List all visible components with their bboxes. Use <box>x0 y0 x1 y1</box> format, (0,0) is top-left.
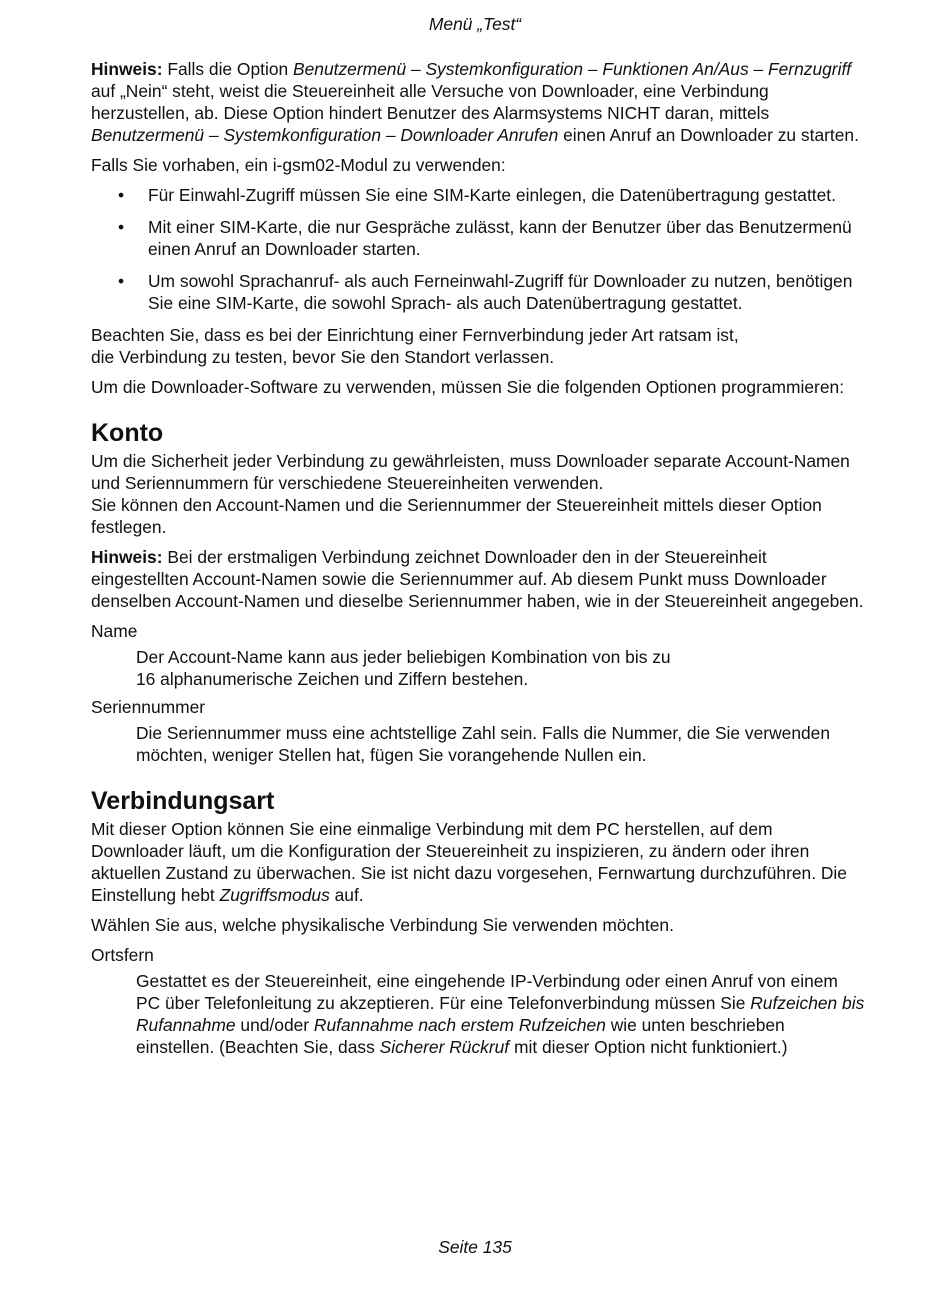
note-option-path: Benutzermenü – Systemkonfiguration – Funktionen An/Aus – Fernzugriff <box>293 59 852 79</box>
list-item: • Um sowohl Sprachanruf- als auch Ferneinwahl-Zugriff für Downloader zu nutzen, benötigen Sie eine SIM-Karte, die sowohl Sprach- als auch Datenübertragung gestattet. <box>91 270 866 314</box>
option-name: Rufzeichen bis Rufannahme <box>136 993 865 1035</box>
program-intro: Um die Downloader-Software zu verwenden, müssen Sie die folgenden Optionen programmieren: <box>91 377 845 397</box>
list-item: • Mit einer SIM-Karte, die nur Gespräche zulässt, kann der Benutzer über das Benutzermenü einen Anruf an Downloader starten. <box>91 216 866 260</box>
verbindung-text: auf. <box>329 885 364 905</box>
note-text: auf „Nein“ steht, weist die Steuereinheit alle Versuche von Downloader, eine Verbindung herzustellen, ab. Diese Option hindert Benutzer des Alarmsystems NICHT daran, mittels <box>91 81 770 123</box>
verbindung-paragraph <box>91 818 866 906</box>
konto-paragraph <box>91 450 866 538</box>
page-number: Seite 135 <box>438 1237 512 1257</box>
term-name: Name <box>91 621 138 641</box>
page-content <box>91 58 866 1064</box>
option-name: Zugriffsmodus <box>219 885 330 905</box>
desc-line: 16 alphanumerische Zeichen und Ziffern bestehen. <box>136 669 529 689</box>
term-seriennummer: Seriennummer <box>91 697 206 717</box>
option-name: Rufannahme nach erstem Rufzeichen <box>313 1015 606 1035</box>
test-note-line: Beachten Sie, dass es bei der Einrichtung einer Fernverbindung jeder Art ratsam ist, <box>91 325 739 345</box>
desc-text: Gestattet es der Steuereinheit, eine eingehende IP-Verbindung oder einen Anruf von einem PC über Telefonleitung zu akzeptieren. Für eine Telefonverbindung müssen Sie <box>136 971 838 1013</box>
page-header: Menü „Test“ <box>428 14 522 34</box>
note-option-path: Benutzermenü – Systemkonfiguration – Downloader Anrufen <box>91 125 559 145</box>
desc-text: mit dieser Option nicht funktioniert.) <box>509 1037 788 1057</box>
gsm-intro: Falls Sie vorhaben, ein i-gsm02-Modul zu verwenden: <box>91 155 506 175</box>
desc-line: Der Account-Name kann aus jeder beliebigen Kombination von bis zu <box>136 647 671 667</box>
desc-text: und/oder <box>235 1015 314 1035</box>
test-note <box>91 324 866 368</box>
verbindung-choose: Wählen Sie aus, welche physikalische Verbindung Sie verwenden möchten. <box>91 915 674 935</box>
option-name: Sicherer Rückruf <box>379 1037 510 1057</box>
desc-ortsfern <box>136 970 866 1058</box>
term-ortsfern: Ortsfern <box>91 945 154 965</box>
list-item: • Für Einwahl-Zugriff müssen Sie eine SIM-Karte einlegen, die Datenübertragung gestattet. <box>91 184 866 206</box>
gsm-bullet-list <box>91 184 866 314</box>
section-heading-verbindungsart: Verbindungsart <box>91 787 275 815</box>
note-text: einen Anruf an Downloader zu starten. <box>558 125 859 145</box>
note-text: Bei der erstmaligen Verbindung zeichnet Downloader den in der Steuereinheit eingestellten Account-Namen sowie die Seriennummer auf. Ab diesem Punkt muss Downloader denselben Account-Namen und dieselbe Seriennummer haben, wie in der Steuereinheit angegeben. <box>91 547 864 611</box>
note-label: Hinweis: <box>91 59 163 79</box>
verbindung-text: Mit dieser Option können Sie eine einmalige Verbindung mit dem PC herstellen, auf dem Downloader läuft, um die Konfiguration der Steuereinheit zu inspizieren, zu ändern oder ihren aktuellen Zustand zu überwachen. Sie ist nicht dazu vorgesehen, Fernwartung durchzuführen. Die Einstellung hebt <box>91 819 847 905</box>
konto-text: Um die Sicherheit jeder Verbindung zu gewährleisten, muss Downloader separate Account-Namen und Seriennummern für verschiedene Steuereinheiten verwenden. <box>91 451 850 493</box>
desc-seriennummer: Die Seriennummer muss eine achtstellige Zahl sein. Falls die Nummer, die Sie verwenden möchten, weniger Stellen hat, fügen Sie vorangehende Nullen ein. <box>136 723 831 765</box>
desc-name <box>136 646 866 690</box>
note-paragraph <box>91 58 866 146</box>
konto-text: Sie können den Account-Namen und die Seriennummer der Steuereinheit mittels dieser Option festlegen. <box>91 495 822 537</box>
note-text: Falls die Option <box>162 59 294 79</box>
desc-text: wie unten beschrieben einstellen. (Beachten Sie, dass <box>136 1015 785 1057</box>
note-label: Hinweis: <box>91 547 163 567</box>
test-note-line: die Verbindung zu testen, bevor Sie den Standort verlassen. <box>91 347 555 367</box>
section-heading-konto: Konto <box>91 419 164 447</box>
konto-note <box>91 546 866 612</box>
